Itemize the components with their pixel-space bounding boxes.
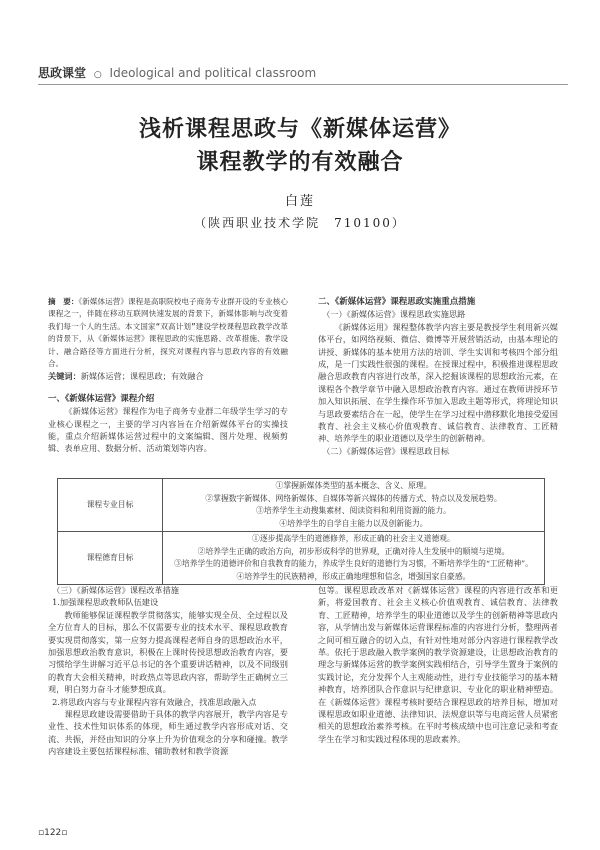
page-number: ▫122▫ [38, 828, 68, 838]
left-column-top [48, 296, 288, 455]
goal-item: ①逐步提高学生的道德修养，形成正确的社会主义道德观。 [252, 534, 455, 543]
goal-item: ④培养学生的民族精神，形成正确地理想和信念，增强国家自豪感。 [236, 571, 471, 581]
goal-item: ②培养学生正确的政治方向，初步形成科学的世界观，正确对待人生发展中的顺境与逆境。 [197, 546, 510, 556]
header-rule [38, 84, 568, 85]
goal-item: ③培养学生主动搜集素材、阅读资料和利用资源的能力。 [256, 506, 451, 515]
keywords-label: 关键词： [48, 371, 81, 382]
row-label-professional: 课程专业目标 [58, 479, 163, 532]
section2-title: 二、《新媒体运营》课程思政实施重点措施 [318, 297, 476, 307]
author-name: 白莲 [284, 194, 315, 209]
section3-p1-title: 1.加强课程思政教师队伍建设 [52, 597, 159, 608]
row-label-moral: 课程德育目标 [58, 532, 163, 585]
table-row [58, 532, 545, 585]
professional-goals-cell [163, 479, 545, 532]
section3-p2-title: 2.将思政内容与专业课程内容有效融合，找准思政融入点 [52, 696, 257, 707]
section2-sub1: （一）《新媒体运营》课程思政实施思路 [322, 309, 466, 320]
article-title-line1: 浅析课程思政与《新媒体运营》 [138, 116, 461, 142]
running-header [38, 64, 568, 86]
moral-goals-cell [163, 532, 545, 585]
section3-p2-body: 课程思政建设需要借助于具体的教学内容展开，教学内容是专业性、技术性知识体系的体现，师生通过教学内容形成对话、交流、共振，并经由知识的分享上升为价值观念的分享和碰撞。教学内容建设主要包括课程标准、辅助教材和教学资源 [48, 709, 288, 757]
section2-sub2: （二）《新媒体运营》课程思政目标 [322, 445, 449, 456]
goal-item: ①掌握新媒体类型的基本概念、含义、原理。 [275, 481, 432, 490]
keywords-text: 新媒体运营；课程思政；有效融合 [80, 371, 204, 382]
column-name-en: Ideological and political classroom [109, 66, 317, 80]
section3-sub3: （三）《新媒体运营》课程改革措施 [52, 585, 179, 595]
section2-body1: 《新媒体运用》课程整体教学内容主要是教授学生利用新兴媒体平台，如网络视频、微信、微博等开展营销活动，由基本理论的讲授、新媒体的基本使用方法的培训、学生实训和考核四个部分组成，是一门实践性很强的课程。在授课过程中，积极推进课程思政融合思政教育内容进行改革，深入挖掘该课程的思想政治元素，在课程各个教学章节中融入思想政治教育内容。通过在教师讲授环节加入知识拓展、在学生操作环节加入思政主题等形式，将理论知识与思政要素结合在一起，使学生在学习过程中潜移默化地接受爱国教育、社会主义核心价值观教育、诚信教育、法律教育、工匠精神、培养学生的职业道德以及学生的创新精神。 [318, 321, 558, 444]
table-row [58, 479, 545, 532]
section1-title: 一、《新媒体运营》课程介绍 [48, 393, 155, 404]
right-column-top [318, 296, 558, 457]
section3-right-body: 包等。课程思政改革对《新媒体运营》课程的内容进行改革和更新，将爱国教育、社会主义核心价值观教育、诚信教育、法律教育、工匠精神，培养学生的职业道德以及学生的创新精神等思政内容，从学情出发与新媒体运营课程标准的内容进行分析，整理两者之间可相互融合的切入点，有针对性地对部分内容进行课程教学改革。依托于思政融入教学案例的教学资源建设，让思想政治教育的理念与新媒体运营的教学案例实践相结合，引导学生置身于案例的实践讨论，充分发挥个人主观能动性，进行专业技能学习的基本精神教育，培养团队合作意识与纪律意识、专业化的职业精神塑造。在《新媒体运营》课程考核时要结合课程思政的培养目标，增加对课程思政如职业道德、法律知识、法规意识等与电商运营人员紧密相关的思想政治素养考核。在平时考核成绩中也可注意记录和考查学生在学习和实践过程体现的思政素养。 [318, 585, 558, 744]
goal-item: ③培养学生的道德评价和自我教育的能力，养成学生良好的道德行为习惯，不断培养学生的“工匠精神”。 [174, 559, 533, 568]
author-affiliation: （陕西职业技术学院 710100） [194, 216, 406, 230]
abstract-label: 摘 要： [48, 297, 79, 306]
section3-p1-body: 教师能够保证课程教学贯彻落实，能够实现全员、全过程以及全方位育人的目标，那么不仅需要专业的技术水平、课程思政教育要实现贯彻落实，第一应努力提高课程老师自身的思想政治水平，加强思想政治教育意识，积极在上课时传授思想政治教育内容，要习惯给学生讲解习近平总书记的各个重要讲话精神，以及不同级别的教育大会相关精神，时政热点等思政内容，帮助学生正确树立三观，明白努力奋斗才能梦想成真。 [48, 609, 288, 695]
abstract-text: 《新媒体运营》课程是高职院校电子商务专业群开设的专业核心课程之一，伴随在移动互联网快速发展的背景下，新媒体影响与改变着我们每一个人的生活。本文国家“双高计划”建设学校课程思政教学改革的背景下，从《新媒体运营》课程思政的实施思路、改革措施、教学设计、融合路径等方面进行分析，探究对课程内容与思政内容的有效融合。 [48, 297, 289, 369]
keywords [48, 370, 288, 382]
right-column-bottom [318, 584, 558, 745]
abstract [48, 296, 288, 370]
article-title-line2: 课程教学的有效融合 [196, 149, 404, 175]
column-name-cn: 思政课堂 [38, 66, 87, 80]
goal-item: ②掌握数字新媒体、网络新媒体、自媒体等新兴媒体的传播方式、特点以及发展趋势。 [205, 493, 502, 503]
section1-body: 《新媒体运营》课程作为电子商务专业群二年级学生学习的专业核心课程之一，主要的学习内容旨在介绍新媒体平台的实操技能，重点介绍新媒体运营过程中的文案编辑、图片处理、视频剪辑、表单应用、数据分析、活动策划等内容。 [48, 406, 288, 454]
goal-item: ④培养学生的自学自主能力以及创新能力。 [279, 518, 428, 528]
course-goals-table [57, 478, 545, 585]
left-column-bottom [48, 584, 288, 758]
header-separator-icon: ○ [93, 70, 102, 80]
